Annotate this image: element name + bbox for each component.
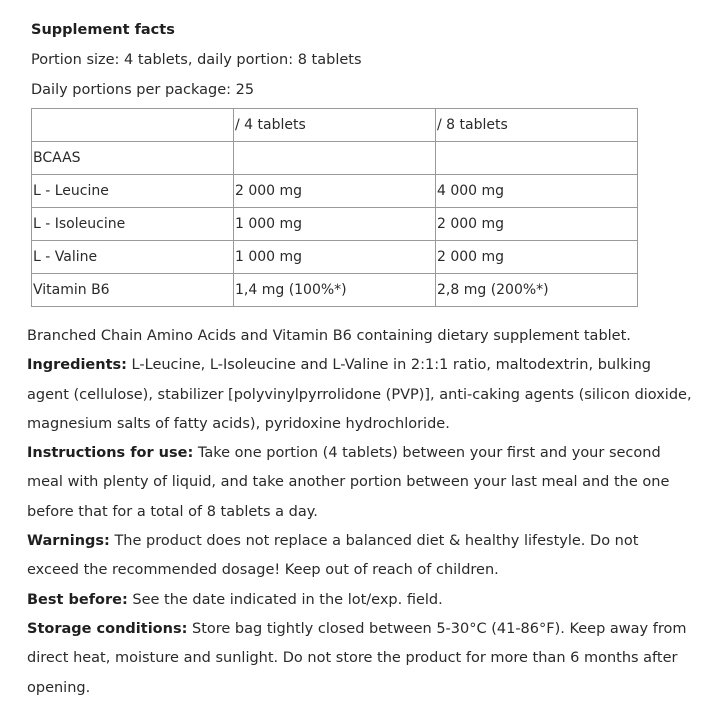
table-cell-amount: 2 000 mg (234, 175, 436, 208)
warnings-text: The product does not replace a balanced diet & healthy lifestyle. Do not exceed the recommended dosage! Keep out of reach of children. (27, 533, 639, 579)
table-cell-amount (234, 142, 436, 175)
table-cell-nutrient: Vitamin B6 (32, 274, 234, 307)
table-cell-nutrient: L - Leucine (32, 175, 234, 208)
table-row (32, 241, 638, 274)
storage-text: Store bag tightly closed between 5-30°C (41-86°F). Keep away from direct heat, moisture and sunlight. Do not store the product for more than 6 months after opening. (27, 620, 687, 696)
portions-per-package-line: Daily portions per package: 25 (31, 82, 255, 98)
table-row (32, 274, 638, 307)
instructions-label: Instructions for use: (27, 445, 194, 462)
table-cell-nutrient: L - Isoleucine (32, 208, 234, 241)
supplement-facts-header (31, 20, 671, 110)
best-before-label: Best before: (27, 591, 128, 608)
table-cell-amount (436, 142, 638, 175)
warnings-paragraph (27, 527, 692, 586)
table-cell-nutrient: BCAAS (32, 142, 234, 175)
table-cell-amount: 2 000 mg (436, 208, 638, 241)
best-before-paragraph (27, 586, 692, 615)
table-cell-amount: 1 000 mg (234, 241, 436, 274)
ingredients-paragraph (27, 351, 692, 439)
table-header-cell: / 4 tablets (234, 109, 436, 142)
table-header-cell: / 8 tablets (436, 109, 638, 142)
instructions-paragraph (27, 439, 692, 527)
product-description (27, 322, 692, 703)
table-cell-amount: 4 000 mg (436, 175, 638, 208)
table-header-row (32, 109, 638, 142)
intro-paragraph: Branched Chain Amino Acids and Vitamin B6 containing dietary supplement tablet. (27, 328, 631, 344)
table-header-cell (32, 109, 234, 142)
table-cell-amount: 1,4 mg (100%*) (234, 274, 436, 307)
table-row (32, 175, 638, 208)
storage-paragraph (27, 615, 692, 703)
table-cell-nutrient: L - Valine (32, 241, 234, 274)
warnings-label: Warnings: (27, 533, 110, 550)
table-cell-amount: 1 000 mg (234, 208, 436, 241)
instructions-text: Take one portion (4 tablets) between your first and your second meal with plenty of liquid, and take another portion between your last meal and the one before that for a total of 8 tablets a day. (27, 445, 670, 520)
table-cell-amount: 2,8 mg (200%*) (436, 274, 638, 307)
best-before-text: See the date indicated in the lot/exp. field. (127, 591, 443, 608)
storage-label: Storage conditions: (27, 620, 188, 637)
ingredients-label: Ingredients: (27, 357, 127, 374)
portion-size-line: Portion size: 4 tablets, daily portion: 8 tablets (31, 52, 362, 68)
table-row (32, 208, 638, 241)
table-row (32, 142, 638, 175)
table-cell-amount: 2 000 mg (436, 241, 638, 274)
facts-title: Supplement facts (31, 22, 175, 38)
ingredients-text: L-Leucine, L-Isoleucine and L-Valine in 2:1:1 ratio, maltodextrin, bulking agent (cellulose), stabilizer [polyvinylpyrrolidone (PVP)], anti-caking agents (silicon dioxide, magnesium salts of fatty acids), pyridoxine hydrochloride. (27, 357, 692, 432)
supplement-facts-table (31, 108, 638, 307)
